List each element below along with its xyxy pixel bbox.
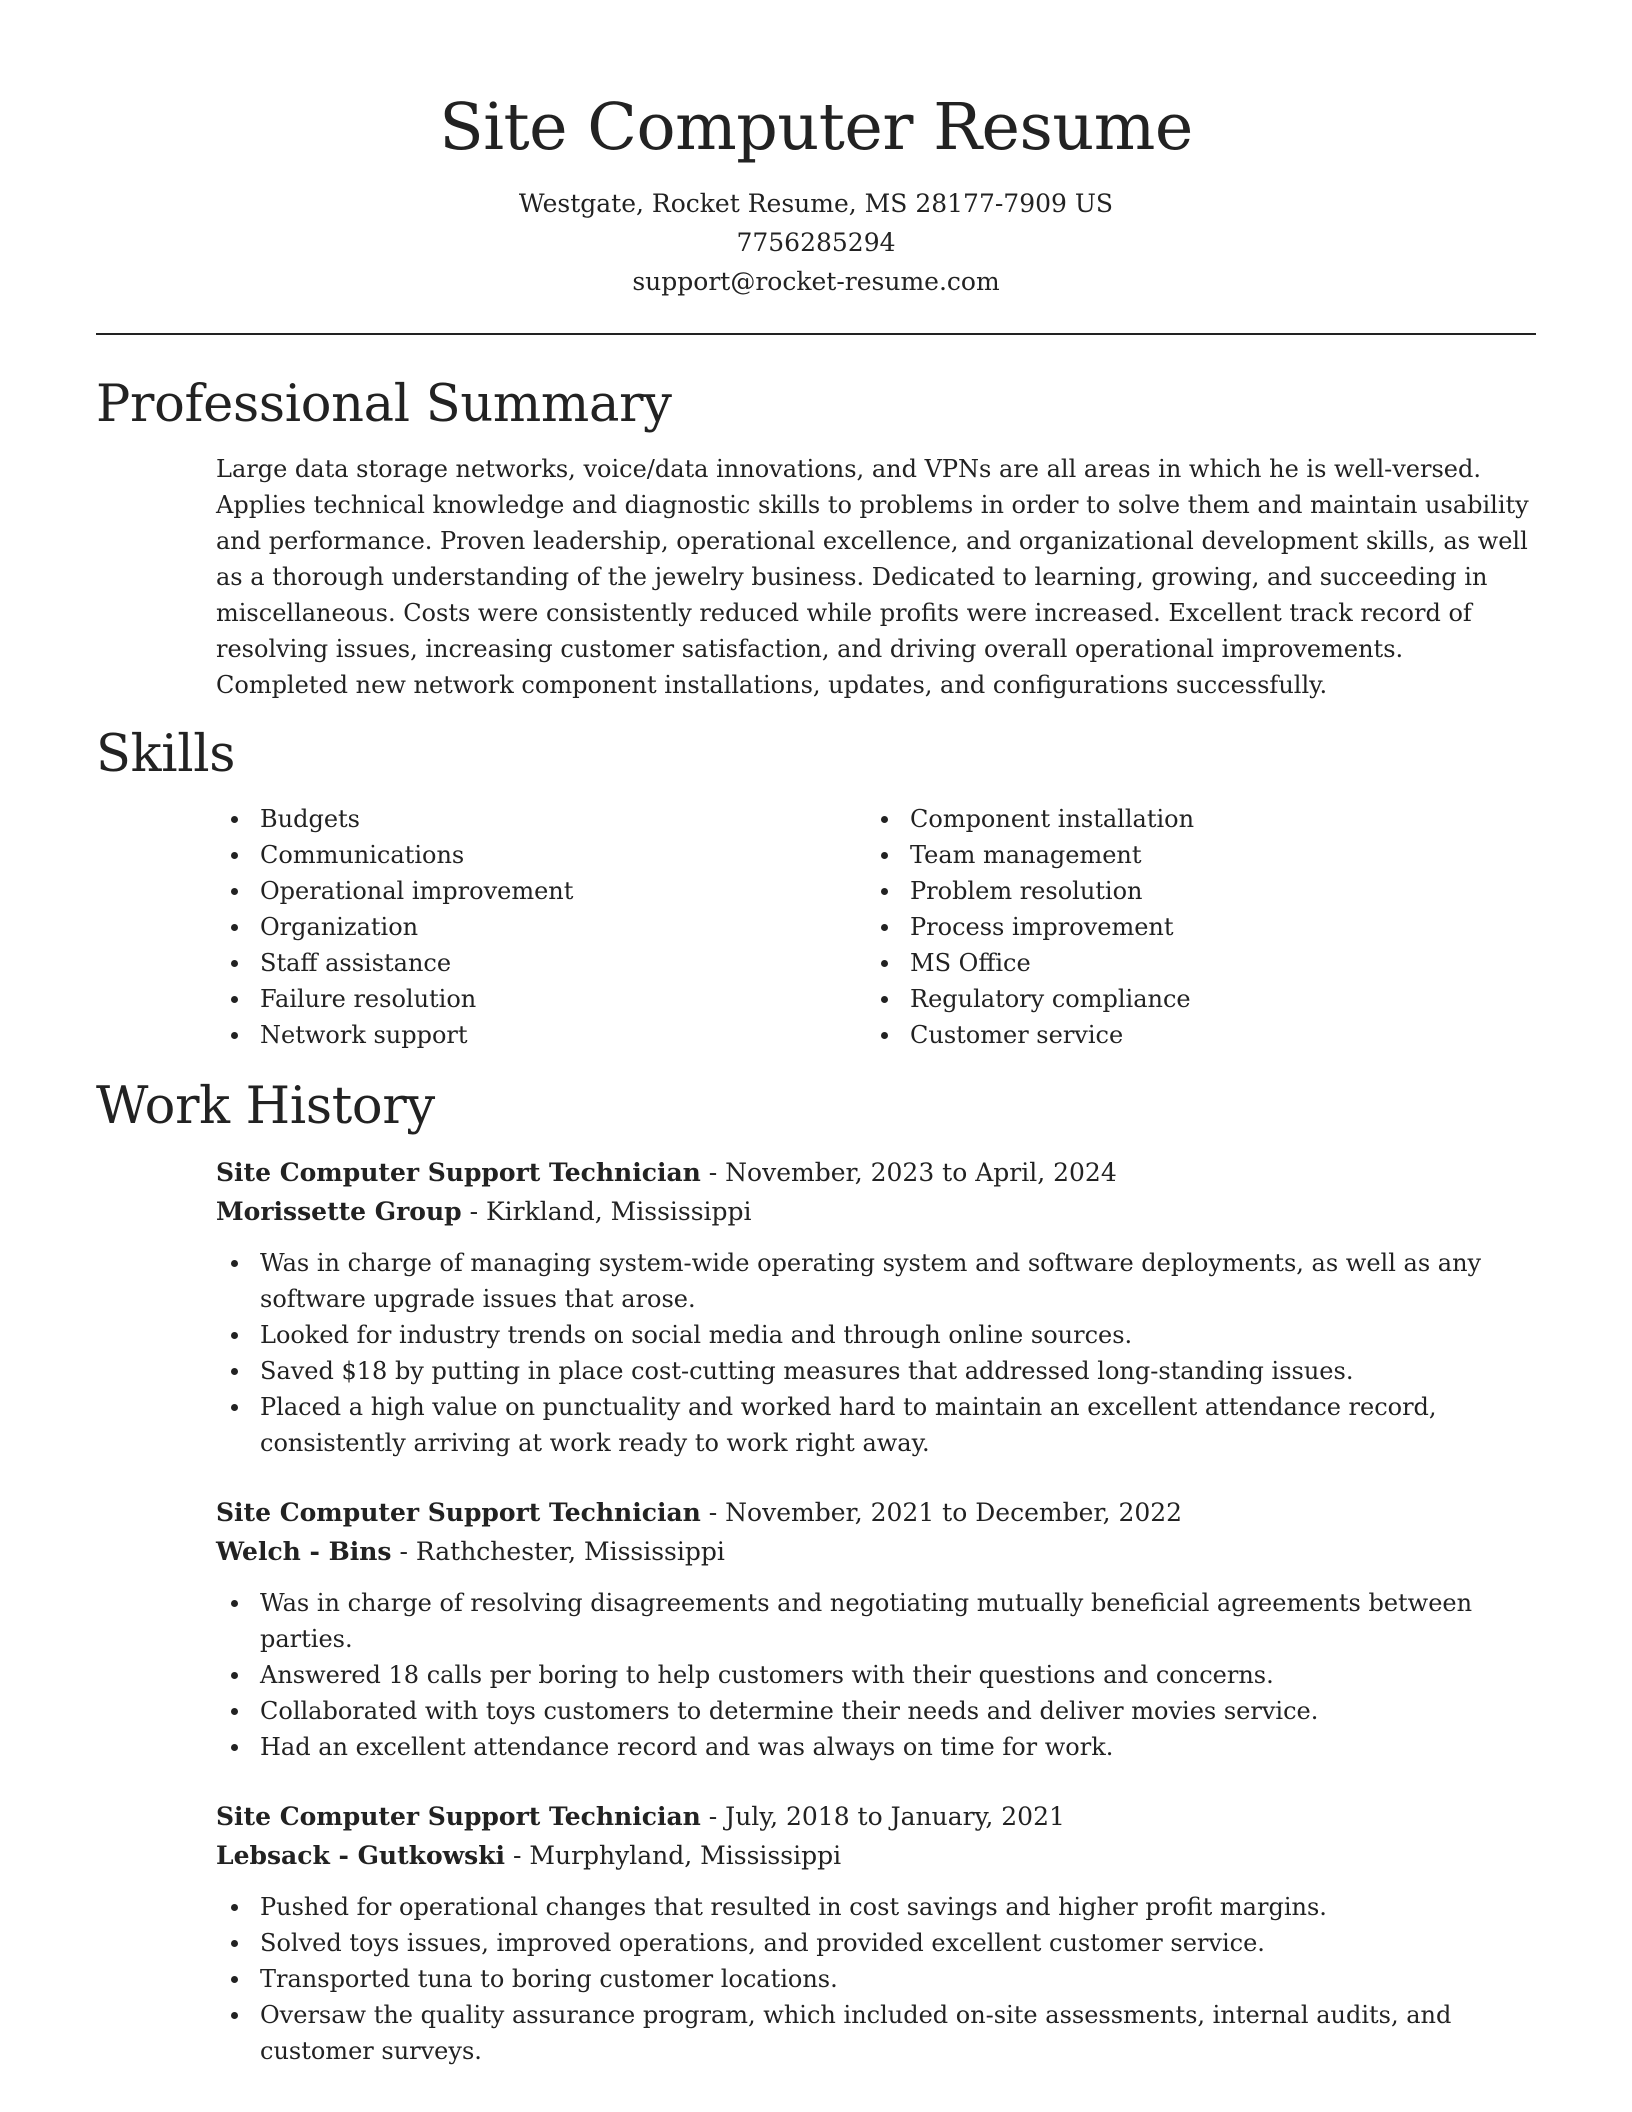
skills-column-left: [216, 801, 866, 1053]
job-dates: - July, 2018 to January, 2021: [700, 1802, 1065, 1831]
job-bullet: Oversaw the quality assurance program, which included on-site assessments, internal audits, and customer surveys.: [216, 1997, 1542, 2069]
job-bullets: [216, 1245, 1542, 1461]
skill-item: Failure resolution: [216, 981, 866, 1017]
job-location: - Rathchester, Mississippi: [391, 1537, 725, 1566]
job-role: Site Computer Support Technician: [216, 1158, 701, 1187]
skill-item: Communications: [216, 837, 866, 873]
skill-item: Staff assistance: [216, 945, 866, 981]
job-company-line: [216, 1532, 1542, 1571]
skill-item: Customer service: [866, 1017, 1516, 1053]
job-bullet: Pushed for operational changes that resulted in cost savings and higher profit margins.: [216, 1889, 1542, 1925]
address: Westgate, Rocket Resume, MS 28177-7909 US: [518, 189, 1114, 218]
job-company: Morissette Group: [216, 1197, 462, 1226]
job-bullet: Solved toys issues, improved operations, and provided excellent customer service.: [216, 1925, 1542, 1961]
job-entry: [216, 1153, 1542, 1461]
skill-item: Operational improvement: [216, 873, 866, 909]
skills-heading: Skills: [96, 725, 236, 784]
work-history-heading: Work History: [96, 1077, 435, 1136]
job-role: Site Computer Support Technician: [216, 1802, 701, 1831]
job-bullet: Saved $18 by putting in place cost-cutting measures that addressed long-standing issues.: [216, 1353, 1542, 1389]
skills-list: [216, 801, 1536, 1053]
resume-name: Site Computer Resume: [439, 90, 1193, 165]
email: support@rocket-resume.com: [632, 267, 1000, 296]
job-title-line: [216, 1153, 1542, 1192]
job-bullet: Had an excellent attendance record and was always on time for work.: [216, 1729, 1542, 1765]
job-bullets: [216, 1585, 1542, 1765]
job-location: - Kirkland, Mississippi: [461, 1197, 752, 1226]
job-entry: [216, 1797, 1542, 2069]
job-title-line: [216, 1797, 1542, 1836]
job-company: Welch - Bins: [216, 1537, 392, 1566]
job-dates: - November, 2021 to December, 2022: [700, 1498, 1183, 1527]
skill-item: Network support: [216, 1017, 866, 1053]
job-location: - Murphyland, Mississippi: [505, 1841, 842, 1870]
job-bullet: Transported tuna to boring customer locations.: [216, 1961, 1542, 1997]
skill-item: Organization: [216, 909, 866, 945]
job-company-line: [216, 1836, 1542, 1875]
skill-item: Regulatory compliance: [866, 981, 1516, 1017]
job-dates: - November, 2023 to April, 2024: [700, 1158, 1117, 1187]
skill-item: Team management: [866, 837, 1516, 873]
job-entry: [216, 1493, 1542, 1765]
skills-column-right: [866, 801, 1516, 1053]
job-bullet: Collaborated with toys customers to determine their needs and deliver movies service.: [216, 1693, 1542, 1729]
summary-text: Large data storage networks, voice/data innovations, and VPNs are all areas in which he is well-versed. Applies technical knowledge and diagnostic skills to problems in order to solve them and maintain usability and performance. Proven leadership, operational excellence, and organizational development skills, as well as a thorough understanding of the jewelry business. Dedicated to learning, growing, and succeeding in miscellaneous. Costs were consistently reduced while profits were increased. Excellent track record of resolving issues, increasing customer satisfaction, and driving overall operational improvements. Completed new network component installations, updates, and configurations successfully.: [216, 455, 1529, 699]
contact-block: [96, 184, 1536, 301]
job-company-line: [216, 1192, 1542, 1231]
phone: 7756285294: [736, 228, 896, 257]
skill-item: Budgets: [216, 801, 866, 837]
header-divider: [96, 333, 1536, 335]
skill-item: MS Office: [866, 945, 1516, 981]
job-bullets: [216, 1889, 1542, 2069]
skill-item: Problem resolution: [866, 873, 1516, 909]
job-bullet: Was in charge of managing system-wide operating system and software deployments, as well as any software upgrade issues that arose.: [216, 1245, 1542, 1317]
job-company: Lebsack - Gutkowski: [216, 1841, 506, 1870]
skill-item: Process improvement: [866, 909, 1516, 945]
job-bullet: Was in charge of resolving disagreements and negotiating mutually beneficial agreements between parties.: [216, 1585, 1542, 1657]
job-bullet: Answered 18 calls per boring to help customers with their questions and concerns.: [216, 1657, 1542, 1693]
job-title-line: [216, 1493, 1542, 1532]
job-bullet: Looked for industry trends on social media and through online sources.: [216, 1317, 1542, 1353]
job-role: Site Computer Support Technician: [216, 1498, 701, 1527]
skill-item: Component installation: [866, 801, 1516, 837]
job-bullet: Placed a high value on punctuality and worked hard to maintain an excellent attendance record, consistently arriving at work ready to work right away.: [216, 1389, 1542, 1461]
summary-heading: Professional Summary: [96, 375, 672, 434]
